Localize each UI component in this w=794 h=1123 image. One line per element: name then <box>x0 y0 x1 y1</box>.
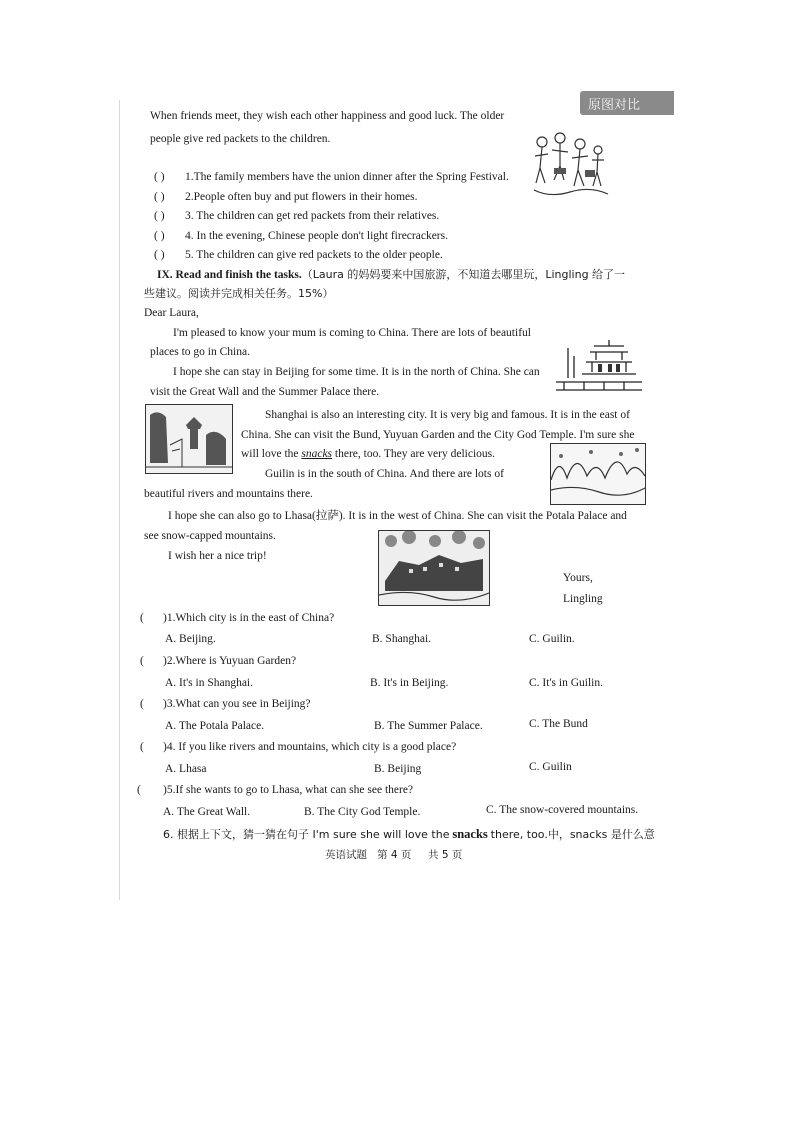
family-illustration <box>530 128 610 203</box>
letter-greeting: Dear Laura, <box>144 307 199 319</box>
palace-icon <box>379 531 489 605</box>
lhasa-palace-illustration <box>378 530 490 606</box>
letter-line: Shanghai is also an interesting city. It is very big and famous. It is in the east of <box>265 409 630 421</box>
tf-item-1: 1.The family members have the union dinner after the Spring Festival. <box>185 171 509 183</box>
option-b: B. The City God Temple. <box>304 806 421 818</box>
question-5: )5.If she wants to go to Lhasa, what can she see there? <box>163 784 414 796</box>
tf-item-4: 4. In the evening, Chinese people don't light firecrackers. <box>185 230 448 242</box>
guilin-landscape-illustration <box>550 443 646 505</box>
tf-item-2: 2.People often buy and put flowers in their homes. <box>185 191 418 203</box>
option-b: B. The Summer Palace. <box>374 720 483 732</box>
tf-paren[interactable]: ( ) <box>154 230 165 242</box>
answer-paren[interactable]: ( <box>140 741 144 753</box>
shanghai-garden-illustration <box>145 404 233 474</box>
letter-line: I hope she can also go to Lhasa(拉萨). It is in the west of China. She can visit the Potala Palace and <box>168 510 627 522</box>
beijing-temple-illustration <box>554 338 644 400</box>
garden-icon <box>146 405 232 473</box>
option-b: B. Beijing <box>374 763 422 775</box>
option-c: C. The snow-covered mountains. <box>486 804 639 816</box>
letter-line: I hope she can stay in Beijing for some time. It is in the north of China. She can <box>173 366 540 378</box>
tf-paren[interactable]: ( ) <box>154 210 165 222</box>
option-a: A. The Potala Palace. <box>165 720 265 732</box>
section-title: IX. Read and finish the tasks. <box>157 269 302 281</box>
highlighted-word-snacks: snacks <box>452 827 488 841</box>
answer-paren[interactable]: ( <box>140 698 144 710</box>
letter-line: visit the Great Wall and the Summer Palace there. <box>150 386 380 398</box>
question-6-text: there, too.中，snacks 是什么意 <box>490 828 655 841</box>
letter-line: beautiful rivers and mountains there. <box>144 488 313 500</box>
section-heading <box>157 268 625 283</box>
tf-paren[interactable]: ( ) <box>154 249 165 261</box>
question-6-text: 6. 根据上下文，猜一猜在句子 I'm sure she will love the <box>163 828 450 841</box>
option-c: C. Guilin. <box>529 633 575 645</box>
family-sketch-icon <box>530 128 610 203</box>
page-edge-line <box>119 100 120 900</box>
question-2: )2.Where is Yuyuan Garden? <box>163 655 297 667</box>
letter-line <box>241 448 495 462</box>
question-4: )4. If you like rivers and mountains, which city is a good place? <box>163 741 457 753</box>
letter-closing: Yours, <box>563 572 593 584</box>
letter-line: Guilin is in the south of China. And there are lots of <box>265 468 504 480</box>
tf-paren[interactable]: ( ) <box>154 171 165 183</box>
option-c: C. The Bund <box>529 718 588 730</box>
tf-item-5: 5. The children can give red packets to the older people. <box>185 249 443 261</box>
letter-line: China. She can visit the Bund, Yuyuan Garden and the City God Temple. I'm sure she <box>241 429 635 441</box>
letter-line: places to go in China. <box>150 346 250 358</box>
letter-signature: Lingling <box>563 593 603 605</box>
answer-paren[interactable]: ( <box>140 655 144 667</box>
option-c: C. It's in Guilin. <box>529 677 603 689</box>
question-1: )1.Which city is in the east of China? <box>163 612 335 624</box>
option-a: A. Beijing. <box>165 633 216 645</box>
answer-paren[interactable]: ( <box>140 612 144 624</box>
section-instructions: （Laura 的妈妈要来中国旅游，不知道去哪里玩，Lingling 给了一 <box>301 268 626 281</box>
compare-original-badge[interactable]: 原图对比 <box>580 91 674 115</box>
option-a: A. It's in Shanghai. <box>165 677 253 689</box>
option-b: B. It's in Beijing. <box>370 677 449 689</box>
passage-line: When friends meet, they wish each other happiness and good luck. The older <box>150 110 505 122</box>
option-b: B. Shanghai. <box>372 633 432 645</box>
tf-paren[interactable]: ( ) <box>154 191 165 203</box>
answer-paren[interactable]: ( <box>137 784 141 796</box>
mountains-river-icon <box>551 444 645 504</box>
letter-line: I'm pleased to know your mum is coming to China. There are lots of beautiful <box>173 327 531 339</box>
option-a: A. Lhasa <box>165 763 207 775</box>
temple-icon <box>554 338 644 400</box>
option-c: C. Guilin <box>529 761 572 773</box>
question-3: )3.What can you see in Beijing? <box>163 698 311 710</box>
section-instructions-cont: 些建议。阅读并完成相关任务。15%） <box>144 287 334 300</box>
page-footer: 英语试题 第 4 页 共 5 页 <box>325 849 463 861</box>
passage-line: people give red packets to the children. <box>150 133 331 145</box>
tf-item-3: 3. The children can get red packets from their relatives. <box>185 210 440 222</box>
question-6 <box>163 827 655 843</box>
letter-text: will love the <box>241 448 299 460</box>
letter-line: see snow-capped mountains. <box>144 530 276 542</box>
option-a: A. The Great Wall. <box>163 806 251 818</box>
letter-line: I wish her a nice trip! <box>168 550 267 562</box>
highlighted-word-snacks: snacks <box>301 448 333 460</box>
letter-text: there, too. They are very delicious. <box>334 448 496 460</box>
